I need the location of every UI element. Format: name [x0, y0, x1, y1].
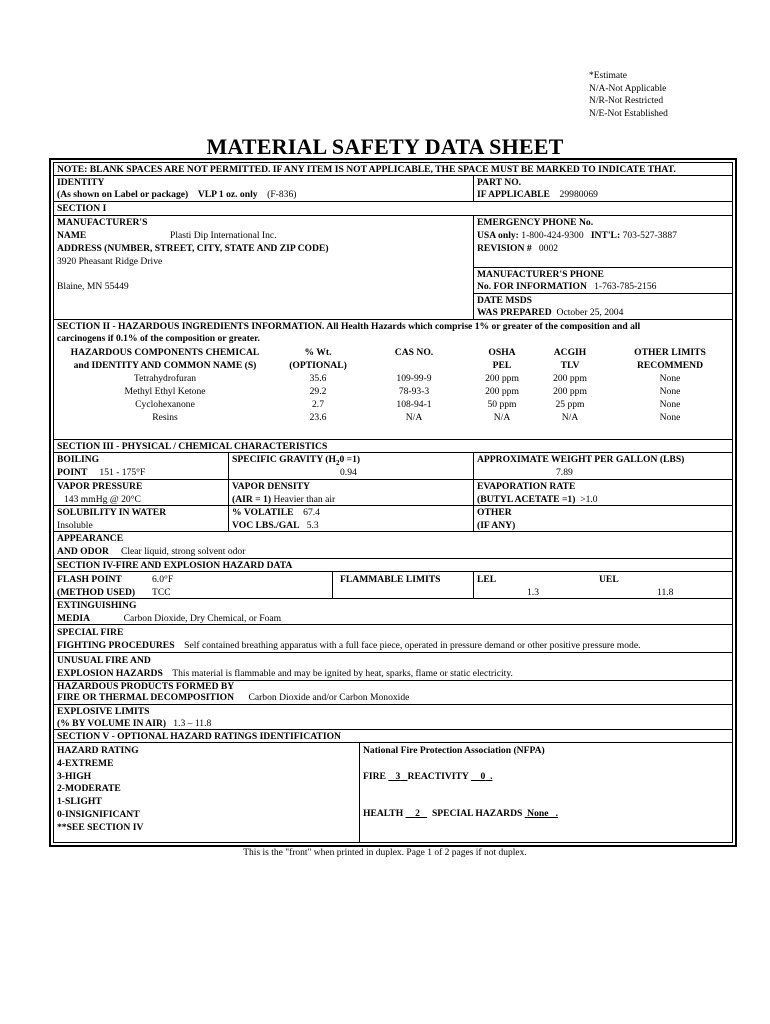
- prepared-row: [477, 307, 623, 319]
- divider: [53, 704, 733, 705]
- media-value: Carbon Dioxide, Dry Chemical, or Foam: [123, 613, 282, 624]
- vapor-pressure-value: 143 mmHg @ 20°C: [64, 494, 141, 505]
- usa-phone: 1-800-424-9300: [521, 230, 584, 241]
- reactivity-rating: 0 .: [480, 771, 493, 782]
- unusual-label: UNUSUAL FIRE AND: [57, 655, 151, 666]
- legend-line: N/R-Not Restricted: [589, 96, 664, 107]
- intl-phone: 703-527-3887: [622, 230, 677, 241]
- explosion-label: EXPLOSION HAZARDS: [57, 668, 163, 679]
- section-2-subheading: carcinogens if 0.1% of the composition or greater.: [57, 333, 260, 344]
- col-header-wt: [278, 347, 358, 373]
- vapor-density-label: VAPOR DENSITY: [232, 481, 310, 492]
- col-cas: [372, 373, 456, 425]
- section-5-heading: SECTION V - OPTIONAL HAZARD RATINGS IDENTIFICATION: [57, 731, 341, 742]
- health-special-row: [363, 808, 558, 820]
- legend-line: *Estimate: [589, 71, 627, 81]
- date-label: DATE MSDS: [477, 295, 532, 306]
- col-header-line: and IDENTITY AND COMMON NAME (S): [73, 359, 257, 371]
- volume-row: [57, 718, 211, 730]
- name-label: NAME: [57, 230, 87, 241]
- method-value: TCC: [152, 587, 171, 598]
- prepared-date: October 25, 2004: [556, 307, 624, 318]
- flash-value: 6.0°F: [152, 574, 174, 585]
- health-label: HEALTH: [363, 808, 404, 819]
- rating-line: 2-MODERATE: [57, 783, 121, 795]
- divider: [53, 439, 733, 440]
- vapor-pressure-label: VAPOR PRESSURE: [57, 481, 143, 492]
- specific-gravity-value: 0.94: [340, 467, 357, 478]
- table-cell: N/A: [561, 411, 579, 423]
- phone-row: [477, 230, 677, 242]
- voc-row: [232, 520, 319, 532]
- rating-line: 1-SLIGHT: [57, 796, 102, 808]
- products-label: HAZARDOUS PRODUCTS FORMED BY: [57, 681, 235, 692]
- odor-row: [57, 546, 245, 558]
- divider: [473, 452, 474, 531]
- special-hazards-label: SPECIAL HAZARDS: [431, 808, 523, 819]
- voc-value: 5.3: [306, 520, 319, 531]
- info-label: No. FOR INFORMATION: [477, 281, 587, 292]
- divider: [473, 267, 733, 268]
- health-value: 2: [415, 808, 420, 819]
- col-name: [57, 373, 273, 425]
- divider: [332, 571, 333, 598]
- address-line-2: Blaine, MN 55449: [57, 281, 129, 292]
- lel-value: 1.3: [527, 587, 539, 598]
- table-cell: Methyl Ethyl Ketone: [124, 385, 206, 397]
- revision-row: [477, 243, 558, 255]
- rating-line: 4-EXTREME: [57, 757, 114, 769]
- col-header-line: RECOMMEND: [636, 359, 704, 371]
- prepared-label: WAS PREPARED: [477, 307, 552, 318]
- table-cell: 200 ppm: [485, 373, 519, 384]
- fighting-label: FIGHTING PROCEDURES: [57, 640, 175, 651]
- nfpa-label: National Fire Protection Association (NFPA): [363, 745, 545, 756]
- identity-row: [57, 189, 296, 201]
- evap-sub-label: (BUTYL ACETATE =1): [477, 494, 576, 505]
- rating-line: HAZARD RATING: [57, 745, 139, 756]
- fire-label: FIRE: [363, 771, 386, 782]
- col-header-line: (OPTIONAL): [289, 359, 347, 371]
- table-cell: None: [659, 411, 681, 423]
- decomp-label: FIRE OR THERMAL DECOMPOSITION: [57, 692, 235, 703]
- method-label: (METHOD USED): [57, 587, 136, 598]
- evap-row: [477, 494, 598, 506]
- boiling-row: [57, 467, 145, 479]
- decomp-row: [57, 692, 409, 704]
- note-text: NOTE: BLANK SPACES ARE NOT PERMITTED. IF ANY ITEM IS NOT APPLICABLE, THE SPACE MUST BE MARKED TO INDICATE THAT.: [57, 164, 676, 175]
- reactivity-label: REACTIVITY: [407, 771, 469, 782]
- col-header-other: [620, 347, 720, 373]
- fighting-value: Self contained breathing apparatus with a full face piece, operated in pressure demand or other positive pressure mode.: [184, 640, 641, 651]
- other-sub-label: (IF ANY): [477, 520, 516, 531]
- section-3-heading: SECTION III - PHYSICAL / CHEMICAL CHARACTERISTICS: [57, 441, 328, 452]
- explosion-row: [57, 668, 513, 680]
- sg-label-text: SPECIFIC GRAVITY (H: [232, 454, 336, 465]
- boiling-label: BOILING: [57, 454, 100, 465]
- extinguishing-label: EXTINGUISHING: [57, 600, 137, 611]
- weight-label: APPROXIMATE WEIGHT PER GALLON (LBS): [477, 454, 685, 465]
- volatile-label: % VOLATILE: [232, 507, 294, 518]
- manufacturer-label: MANUFACTURER'S: [57, 217, 148, 228]
- col-header-line: OTHER LIMITS: [634, 347, 706, 358]
- legend-line: N/E-Not Established: [589, 108, 668, 119]
- col-header-cas: CAS NO.: [394, 347, 434, 358]
- table-cell: 200 ppm: [553, 385, 587, 397]
- section-4-heading: SECTION IV-FIRE AND EXPLOSION HAZARD DATA: [57, 560, 293, 571]
- health-rating: [406, 808, 428, 819]
- vd-value: Heavier than air: [273, 494, 336, 505]
- rating-line: 0-INSIGNIFICANT: [57, 808, 140, 820]
- col-header-line: TLV: [560, 359, 580, 371]
- col-header-osha: [470, 347, 534, 373]
- rating-line: 3-HIGH: [57, 770, 92, 782]
- uel-label: UEL: [599, 574, 619, 585]
- revision-value: 0002: [538, 243, 559, 254]
- decomp-value: Carbon Dioxide and/or Carbon Monoxide: [248, 692, 410, 703]
- col-header-line: ACGIH: [553, 347, 587, 358]
- boiling-value: 151 - 175°F: [99, 467, 146, 478]
- address-line-1: 3920 Pheasant Ridge Drive: [57, 256, 163, 267]
- lel-label: LEL: [477, 574, 497, 585]
- divider: [53, 652, 733, 653]
- special-hazards-rating: None .: [527, 808, 559, 819]
- fire-rating: [388, 771, 407, 782]
- explosion-value: This material is flammable and may be ignited by heat, sparks, flame or static electricity.: [172, 668, 513, 679]
- emergency-label: EMERGENCY PHONE No.: [477, 217, 594, 228]
- intl-label: INT'L:: [590, 230, 621, 241]
- divider: [228, 452, 229, 531]
- uel-value: 11.8: [657, 587, 674, 598]
- fire-reactivity-row: [363, 771, 492, 783]
- usa-label: USA only:: [477, 230, 519, 241]
- part-sub-label: IF APPLICABLE: [477, 189, 550, 200]
- odor-value: Clear liquid, strong solvent odor: [120, 546, 246, 557]
- vd-sub-label: (AIR = 1): [232, 494, 272, 505]
- table-cell: None: [659, 373, 681, 384]
- point-label: POINT: [57, 467, 88, 478]
- vapor-density-row: [232, 494, 335, 506]
- media-row: [57, 613, 281, 625]
- divider: [473, 571, 474, 598]
- table-cell: None: [659, 385, 681, 397]
- col-header-line: OSHA: [488, 347, 516, 358]
- table-cell: 50 ppm: [487, 398, 517, 410]
- table-cell: Tetrahydrofuran: [133, 373, 197, 384]
- volume-label: (% BY VOLUME IN AIR): [57, 718, 167, 729]
- part-label: PART NO.: [477, 177, 522, 188]
- evap-value: >1.0: [580, 494, 598, 505]
- odor-label: AND ODOR: [57, 546, 109, 557]
- solubility-value: Insoluble: [57, 520, 93, 531]
- hazard-rating-list: [57, 745, 143, 835]
- col-header-line: PEL: [492, 359, 512, 371]
- footer-note: This is the "front" when printed in duplex. Page 1 of 2 pages if not duplex.: [243, 848, 527, 858]
- rating-line: **SEE SECTION IV: [57, 821, 144, 833]
- divider: [53, 505, 733, 506]
- col-osha: [470, 373, 534, 425]
- part-row: [477, 189, 598, 201]
- identity-label: IDENTITY: [57, 177, 105, 188]
- voc-label: VOC LBS./GAL: [232, 520, 300, 531]
- col-acgih: [538, 373, 602, 425]
- divider: [53, 531, 733, 532]
- table-cell: 108-94-1: [396, 398, 432, 410]
- explosive-limits-label: EXPLOSIVE LIMITS: [57, 706, 150, 717]
- divider: [473, 215, 474, 319]
- section-1-heading: SECTION I: [57, 203, 107, 214]
- divider: [53, 558, 733, 559]
- table-cell: 109-99-9: [396, 373, 432, 384]
- info-phone: 1-763-785-2156: [594, 281, 657, 292]
- reactivity-value: 0: [480, 771, 486, 782]
- divider: [53, 201, 733, 202]
- info-row: [477, 281, 656, 293]
- divider: [359, 742, 360, 843]
- other-label: OTHER: [477, 507, 512, 518]
- col-other: [620, 373, 720, 425]
- fighting-row: [57, 640, 640, 652]
- legend-line: N/A-Not Applicable: [589, 83, 667, 94]
- table-cell: 29.2: [309, 385, 327, 397]
- volume-value: 1.3 – 11.8: [173, 718, 212, 729]
- fire-value: 3: [395, 771, 401, 782]
- weight-value: 7.89: [556, 467, 573, 478]
- col-header-acgih: [538, 347, 602, 373]
- col-header-line: HAZARDOUS COMPONENTS CHEMICAL: [70, 347, 260, 358]
- table-cell: 2.7: [312, 398, 324, 410]
- table-cell: 25 ppm: [555, 398, 585, 410]
- identity-value: VLP 1 oz. only: [197, 189, 258, 200]
- special-hazards-value: None: [527, 808, 549, 819]
- divider: [473, 293, 733, 294]
- manufacturer-name: Plasti Dip International Inc.: [170, 230, 277, 241]
- col-header-component: [57, 347, 273, 373]
- table-cell: Resins: [152, 411, 178, 423]
- page-title: MATERIAL SAFETY DATA SHEET: [206, 134, 564, 159]
- volatile-row: [232, 507, 320, 519]
- special-fire-label: SPECIAL FIRE: [57, 627, 124, 638]
- identity-sub-label: (As shown on Label or package): [57, 189, 189, 200]
- table-cell: 35.6: [309, 373, 327, 384]
- sg-label-end: 0 =1): [339, 454, 361, 465]
- flash-label: FLASH POINT: [57, 574, 122, 585]
- col-header-line: % Wt.: [304, 347, 332, 358]
- identity-code: (F-836): [267, 189, 297, 200]
- table-cell: N/A: [493, 411, 511, 423]
- table-cell: 200 ppm: [485, 385, 519, 397]
- table-cell: None: [659, 398, 681, 410]
- table-cell: N/A: [405, 411, 423, 423]
- part-number: 29980069: [559, 189, 598, 200]
- revision-label: REVISION #: [477, 243, 532, 254]
- volatile-value: 67.4: [303, 507, 320, 518]
- media-label: MEDIA: [57, 613, 91, 624]
- divider: [53, 479, 733, 480]
- table-cell: 23.6: [309, 411, 327, 423]
- section-2-heading: SECTION II - HAZARDOUS INGREDIENTS INFORMATION. All Health Hazards which comprise 1% or greater of the composition and all: [57, 321, 641, 332]
- address-label: ADDRESS (NUMBER, STREET, CITY, STATE AND ZIP CODE): [57, 243, 329, 254]
- divider: [473, 175, 474, 201]
- legend: [589, 70, 668, 120]
- evap-label: EVAPORATION RATE: [477, 481, 576, 492]
- table-cell: 200 ppm: [553, 373, 587, 384]
- mfr-phone-label: MANUFACTURER'S PHONE: [477, 269, 604, 280]
- solubility-label: SOLUBILITY IN WATER: [57, 507, 167, 518]
- col-wt: [278, 373, 358, 425]
- appearance-label: APPEARANCE: [57, 533, 124, 544]
- table-cell: Cyclohexanone: [135, 398, 195, 410]
- divider: [53, 215, 733, 216]
- divider: [53, 319, 733, 320]
- sg-subscript: 2: [335, 458, 340, 467]
- flammable-label: FLAMMABLE LIMITS: [340, 574, 441, 585]
- table-cell: 78-93-3: [398, 385, 430, 397]
